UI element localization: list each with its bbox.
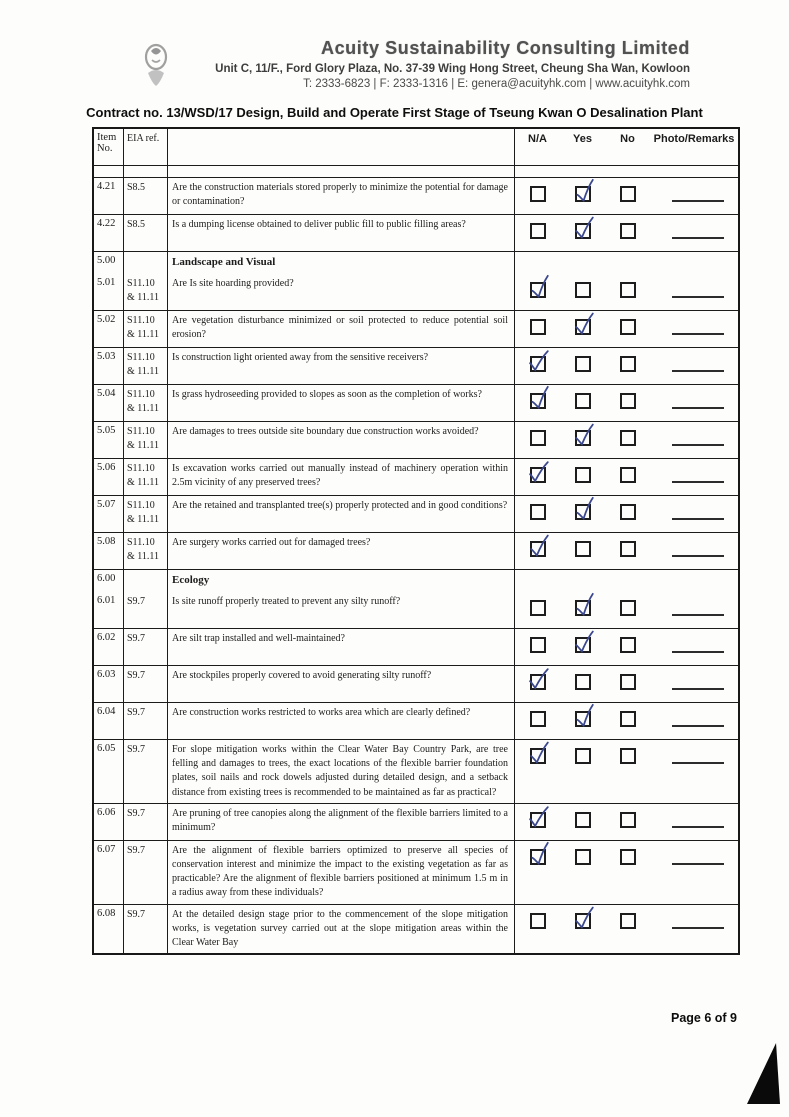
checkbox-yes[interactable]: [575, 748, 591, 764]
yes-cell: [560, 274, 605, 310]
eia-ref: S9.7: [124, 905, 168, 954]
photo-remarks-cell: [650, 905, 738, 954]
question-text: Are the retained and transplanted tree(s) properly protected and in good conditions?: [168, 496, 515, 532]
checkbox-na[interactable]: [530, 504, 546, 520]
col-header-yes: Yes: [573, 133, 592, 145]
checkbox-na[interactable]: [530, 356, 546, 372]
na-cell: [515, 905, 560, 954]
photo-remarks-cell: [650, 252, 738, 274]
item-no: 6.04: [94, 703, 124, 739]
checkbox-yes[interactable]: [575, 541, 591, 557]
checkbox-na[interactable]: [530, 186, 546, 202]
remarks-blank-line: [672, 762, 724, 764]
photo-remarks-cell: [650, 804, 738, 840]
checkbox-na[interactable]: [530, 748, 546, 764]
yes-cell: [560, 703, 605, 739]
checkbox-yes[interactable]: [575, 637, 591, 653]
remarks-blank-line: [672, 370, 724, 372]
section-title: Ecology: [168, 570, 515, 592]
checklist-row-6.05: [94, 740, 738, 804]
handwritten-tick: [571, 591, 598, 621]
na-cell: [515, 740, 560, 803]
checkbox-yes[interactable]: [575, 674, 591, 690]
no-cell: [605, 592, 650, 628]
na-cell: [515, 841, 560, 904]
checkbox-yes[interactable]: [575, 600, 591, 616]
checklist-row-5.03: [94, 348, 738, 385]
na-cell: [515, 422, 560, 458]
checkbox-no[interactable]: [620, 282, 636, 298]
eia-ref: S11.10 & 11.11: [124, 385, 168, 421]
eia-ref: S8.5: [124, 178, 168, 214]
item-no: 5.03: [94, 348, 124, 384]
checkbox-na[interactable]: [530, 393, 546, 409]
na-cell: [515, 274, 560, 310]
na-cell: [515, 496, 560, 532]
remarks-blank-line: [672, 518, 724, 520]
checklist-row-5.02: [94, 311, 738, 348]
checkbox-no[interactable]: [620, 600, 636, 616]
na-cell: [515, 703, 560, 739]
col-header-question: [168, 129, 515, 165]
eia-ref: S9.7: [124, 740, 168, 803]
checkbox-no[interactable]: [620, 223, 636, 239]
checklist-row-6.07: [94, 841, 738, 905]
yes-cell: [560, 629, 605, 665]
checkbox-no[interactable]: [620, 541, 636, 557]
no-cell: [605, 348, 650, 384]
checkbox-na[interactable]: [530, 319, 546, 335]
photo-remarks-cell: [650, 629, 738, 665]
item-no: 5.07: [94, 496, 124, 532]
na-cell: [515, 666, 560, 702]
photo-remarks-cell: [650, 496, 738, 532]
company-logo: [138, 42, 174, 88]
checkbox-no[interactable]: [620, 748, 636, 764]
page-number: Page 6 of 9: [671, 1011, 737, 1025]
photo-remarks-cell: [650, 740, 738, 803]
photo-remarks-cell: [650, 703, 738, 739]
col-header-item: Item No.: [94, 129, 124, 165]
handwritten-tick: [524, 665, 551, 695]
question-text: Is site runoff properly treated to prevent any silty runoff?: [168, 592, 515, 628]
item-no: 6.06: [94, 804, 124, 840]
yes-cell: [560, 459, 605, 495]
checklist-row-6.08: [94, 905, 738, 954]
item-no: 5.06: [94, 459, 124, 495]
checkbox-no[interactable]: [620, 393, 636, 409]
item-no: 4.21: [94, 178, 124, 214]
checklist-row-5.06: [94, 459, 738, 496]
item-no: 5.08: [94, 533, 124, 569]
item-no: 6.08: [94, 905, 124, 954]
no-cell: [605, 629, 650, 665]
yes-cell: [560, 422, 605, 458]
checkbox-yes[interactable]: [575, 849, 591, 865]
company-contact: T: 2333-6823 | F: 2333-1316 | E: genera@acuityhk.com | www.acuityhk.com: [303, 78, 690, 90]
col-header-photo-remarks: Photo/Remarks: [653, 133, 735, 145]
scan-artifact-triangle: [747, 1043, 780, 1104]
no-cell: [605, 740, 650, 803]
checkbox-no[interactable]: [620, 674, 636, 690]
photo-remarks-cell: [650, 570, 738, 592]
photo-remarks-cell: [650, 533, 738, 569]
no-cell: [605, 841, 650, 904]
checklist-body: [94, 178, 738, 953]
item-no: 5.05: [94, 422, 124, 458]
checkbox-yes[interactable]: [575, 223, 591, 239]
remarks-blank-line: [672, 651, 724, 653]
remarks-blank-line: [672, 688, 724, 690]
checkbox-yes[interactable]: [575, 356, 591, 372]
company-address: Unit C, 11/F., Ford Glory Plaza, No. 37-39 Wing Hong Street, Cheung Sha Wan, Kowloon: [215, 63, 690, 75]
remarks-blank-line: [672, 444, 724, 446]
na-cell: [515, 804, 560, 840]
item-no: 5.04: [94, 385, 124, 421]
yes-cell: [560, 592, 605, 628]
checkbox-yes[interactable]: [575, 913, 591, 929]
remarks-blank-line: [672, 927, 724, 929]
na-cell: [515, 385, 560, 421]
no-cell: [605, 422, 650, 458]
photo-remarks-cell: [650, 422, 738, 458]
question-text: Are damages to trees outside site boundary due construction works avoided?: [168, 422, 515, 458]
eia-ref: S11.10 & 11.11: [124, 311, 168, 347]
yes-cell: [560, 905, 605, 954]
checkbox-na[interactable]: [530, 711, 546, 727]
checklist-row-5.08: [94, 533, 738, 570]
checkbox-no[interactable]: [620, 430, 636, 446]
eia-ref: S9.7: [124, 703, 168, 739]
document-title: Contract no. 13/WSD/17 Design, Build and Operate First Stage of Tseung Kwan O Desalination Plant: [86, 105, 703, 120]
checkbox-na[interactable]: [530, 913, 546, 929]
checklist-row-4.22: [94, 215, 738, 252]
question-text: At the detailed design stage prior to the commencement of the slope mitigation works, is vegetation survey carried out at the slope mitigation areas within the Clear Water Bay: [168, 905, 515, 954]
item-no: 5.01: [94, 274, 124, 310]
yes-cell: [560, 215, 605, 251]
question-text: Is a dumping license obtained to deliver public fill to public filling areas?: [168, 215, 515, 251]
checkbox-na[interactable]: [530, 637, 546, 653]
letterhead: [0, 0, 789, 90]
checkbox-no[interactable]: [620, 913, 636, 929]
photo-remarks-cell: [650, 348, 738, 384]
remarks-blank-line: [672, 614, 724, 616]
na-cell: [515, 252, 560, 274]
eia-ref: S11.10 & 11.11: [124, 274, 168, 310]
na-cell: [515, 592, 560, 628]
checkbox-na[interactable]: [530, 467, 546, 483]
checklist-row-6.02: [94, 629, 738, 666]
checklist-table: [92, 127, 740, 955]
remarks-blank-line: [672, 200, 724, 202]
no-cell: [605, 533, 650, 569]
yes-cell: [560, 385, 605, 421]
photo-remarks-cell: [650, 385, 738, 421]
section-row-6.00: [94, 570, 738, 592]
no-cell: [605, 274, 650, 310]
question-text: Are stockpiles properly covered to avoid generating silty runoff?: [168, 666, 515, 702]
handwritten-tick: [572, 905, 597, 933]
photo-remarks-cell: [650, 274, 738, 310]
photo-remarks-cell: [650, 666, 738, 702]
checkbox-na[interactable]: [530, 430, 546, 446]
remarks-blank-line: [672, 826, 724, 828]
eia-ref: S9.7: [124, 592, 168, 628]
checkbox-no[interactable]: [620, 467, 636, 483]
eia-ref: S11.10 & 11.11: [124, 348, 168, 384]
section-title: Landscape and Visual: [168, 252, 515, 274]
yes-cell: [560, 666, 605, 702]
yes-cell: [560, 570, 605, 592]
checklist-row-5.01: [94, 274, 738, 311]
checkbox-na[interactable]: [530, 541, 546, 557]
item-no: 6.05: [94, 740, 124, 803]
checkbox-no[interactable]: [620, 186, 636, 202]
no-cell: [605, 703, 650, 739]
eia-ref: S9.7: [124, 804, 168, 840]
no-cell: [605, 215, 650, 251]
na-cell: [515, 459, 560, 495]
item-no: 5.00: [94, 252, 124, 274]
checklist-row-6.03: [94, 666, 738, 703]
checkbox-yes[interactable]: [575, 430, 591, 446]
remarks-blank-line: [672, 481, 724, 483]
yes-cell: [560, 533, 605, 569]
question-text: Are construction works restricted to works area which are clearly defined?: [168, 703, 515, 739]
eia-ref: S9.7: [124, 629, 168, 665]
photo-remarks-cell: [650, 178, 738, 214]
checkbox-yes[interactable]: [575, 282, 591, 298]
checkbox-no[interactable]: [620, 711, 636, 727]
checkbox-yes[interactable]: [575, 319, 591, 335]
checklist-row-6.04: [94, 703, 738, 740]
checklist-row-5.04: [94, 385, 738, 422]
item-no: 6.01: [94, 592, 124, 628]
checklist-row-6.06: [94, 804, 738, 841]
no-cell: [605, 311, 650, 347]
remarks-blank-line: [672, 296, 724, 298]
question-text: Are vegetation disturbance minimized or soil protected to reduce potential soil erosion?: [168, 311, 515, 347]
item-no: 6.00: [94, 570, 124, 592]
no-cell: [605, 178, 650, 214]
yes-cell: [560, 178, 605, 214]
item-no: 5.02: [94, 311, 124, 347]
photo-remarks-cell: [650, 215, 738, 251]
yes-cell: [560, 348, 605, 384]
checkbox-na[interactable]: [530, 849, 546, 865]
item-no: 4.22: [94, 215, 124, 251]
handwritten-tick: [572, 311, 597, 339]
no-cell: [605, 804, 650, 840]
question-text: Is excavation works carried out manually instead of machinery operation within 2.5m vicinity of any preserved trees?: [168, 459, 515, 495]
remarks-blank-line: [672, 333, 724, 335]
item-no: 6.07: [94, 841, 124, 904]
yes-cell: [560, 252, 605, 274]
handwritten-tick: [526, 273, 553, 303]
question-text: Are pruning of tree canopies along the alignment of the flexible barriers limited to a minimum?: [168, 804, 515, 840]
eia-ref: S11.10 & 11.11: [124, 496, 168, 532]
handwritten-tick: [571, 177, 598, 207]
no-cell: [605, 459, 650, 495]
checkbox-no[interactable]: [620, 356, 636, 372]
handwritten-tick: [527, 740, 552, 768]
remarks-blank-line: [672, 407, 724, 409]
item-no: 6.03: [94, 666, 124, 702]
no-cell: [605, 496, 650, 532]
remarks-blank-line: [672, 725, 724, 727]
checkbox-yes[interactable]: [575, 467, 591, 483]
company-name: Acuity Sustainability Consulting Limited: [320, 38, 690, 58]
remarks-blank-line: [672, 555, 724, 557]
na-cell: [515, 215, 560, 251]
checkbox-no[interactable]: [620, 637, 636, 653]
handwritten-tick: [526, 384, 553, 414]
question-text: Are Is site hoarding provided?: [168, 274, 515, 310]
na-cell: [515, 629, 560, 665]
eia-ref: S9.7: [124, 841, 168, 904]
checkbox-na[interactable]: [530, 223, 546, 239]
col-header-eia: EIA ref.: [124, 129, 168, 165]
checkbox-na[interactable]: [530, 674, 546, 690]
photo-remarks-cell: [650, 311, 738, 347]
checkbox-no[interactable]: [620, 849, 636, 865]
checkbox-na[interactable]: [530, 282, 546, 298]
checkbox-no[interactable]: [620, 504, 636, 520]
checkbox-yes[interactable]: [575, 393, 591, 409]
section-row-5.00: [94, 252, 738, 274]
yes-cell: [560, 311, 605, 347]
remarks-blank-line: [672, 237, 724, 239]
handwritten-tick: [524, 347, 551, 377]
eia-ref: S11.10 & 11.11: [124, 533, 168, 569]
photo-remarks-cell: [650, 592, 738, 628]
eia-ref: S9.7: [124, 666, 168, 702]
checklist-row-6.01: [94, 592, 738, 629]
handwritten-tick: [526, 840, 553, 870]
checkbox-na[interactable]: [530, 812, 546, 828]
checkbox-no[interactable]: [620, 319, 636, 335]
checkbox-yes[interactable]: [575, 504, 591, 520]
handwritten-tick: [524, 803, 551, 833]
question-text: Are silt trap installed and well-maintained?: [168, 629, 515, 665]
no-cell: [605, 905, 650, 954]
table-header-row: [94, 129, 738, 166]
eia-ref: [124, 252, 168, 274]
logo-emblem-icon: [138, 42, 174, 88]
remarks-blank-line: [672, 863, 724, 865]
eia-ref: S8.5: [124, 215, 168, 251]
na-cell: [515, 178, 560, 214]
checklist-row-4.21: [94, 178, 738, 215]
na-cell: [515, 311, 560, 347]
handwritten-tick: [571, 702, 598, 732]
eia-ref: [124, 570, 168, 592]
checklist-row-5.07: [94, 496, 738, 533]
handwritten-tick: [572, 215, 597, 243]
question-text: Is grass hydroseeding provided to slopes as soon as the completion of works?: [168, 385, 515, 421]
yes-cell: [560, 804, 605, 840]
handwritten-tick: [572, 422, 597, 450]
checkbox-no[interactable]: [620, 812, 636, 828]
handwritten-tick: [571, 495, 598, 525]
eia-ref: S11.10 & 11.11: [124, 459, 168, 495]
checkbox-na[interactable]: [530, 600, 546, 616]
handwritten-tick: [572, 629, 597, 657]
na-cell: [515, 348, 560, 384]
checkbox-yes[interactable]: [575, 812, 591, 828]
handwritten-tick: [524, 458, 551, 488]
no-cell: [605, 570, 650, 592]
checkbox-yes[interactable]: [575, 186, 591, 202]
yes-cell: [560, 740, 605, 803]
question-text: Are surgery works carried out for damaged trees?: [168, 533, 515, 569]
checklist-row-5.05: [94, 422, 738, 459]
no-cell: [605, 252, 650, 274]
photo-remarks-cell: [650, 841, 738, 904]
checkbox-yes[interactable]: [575, 711, 591, 727]
photo-remarks-cell: [650, 459, 738, 495]
col-header-na: N/A: [528, 133, 547, 145]
yes-cell: [560, 841, 605, 904]
na-cell: [515, 570, 560, 592]
eia-ref: S11.10 & 11.11: [124, 422, 168, 458]
question-text: Is construction light oriented away from the sensitive receivers?: [168, 348, 515, 384]
col-header-no: No: [620, 133, 635, 145]
question-text: For slope mitigation works within the Clear Water Bay Country Park, are tree felling and damages to trees, the exact locations of the flexible barrier foundation plates, soil nails and rock dowels adjusted during detailed design, and a setback distance from existing trees is recommended to be maintained as far as practical?: [168, 740, 515, 803]
no-cell: [605, 666, 650, 702]
question-text: Are the alignment of flexible barriers optimized to preserve all species of conservation interest and minimize the impact to the existing vegetation as far as practicable? Are the alignment of flexible barriers positioned at minimum 1.5 m in a radius away from these individuals?: [168, 841, 515, 904]
question-text: Are the construction materials stored properly to minimize the potential for damage or contamination?: [168, 178, 515, 214]
no-cell: [605, 385, 650, 421]
item-no: 6.02: [94, 629, 124, 665]
handwritten-tick: [527, 533, 552, 561]
spacer-row: [94, 166, 738, 178]
na-cell: [515, 533, 560, 569]
letterhead-text: [0, 38, 690, 90]
yes-cell: [560, 496, 605, 532]
